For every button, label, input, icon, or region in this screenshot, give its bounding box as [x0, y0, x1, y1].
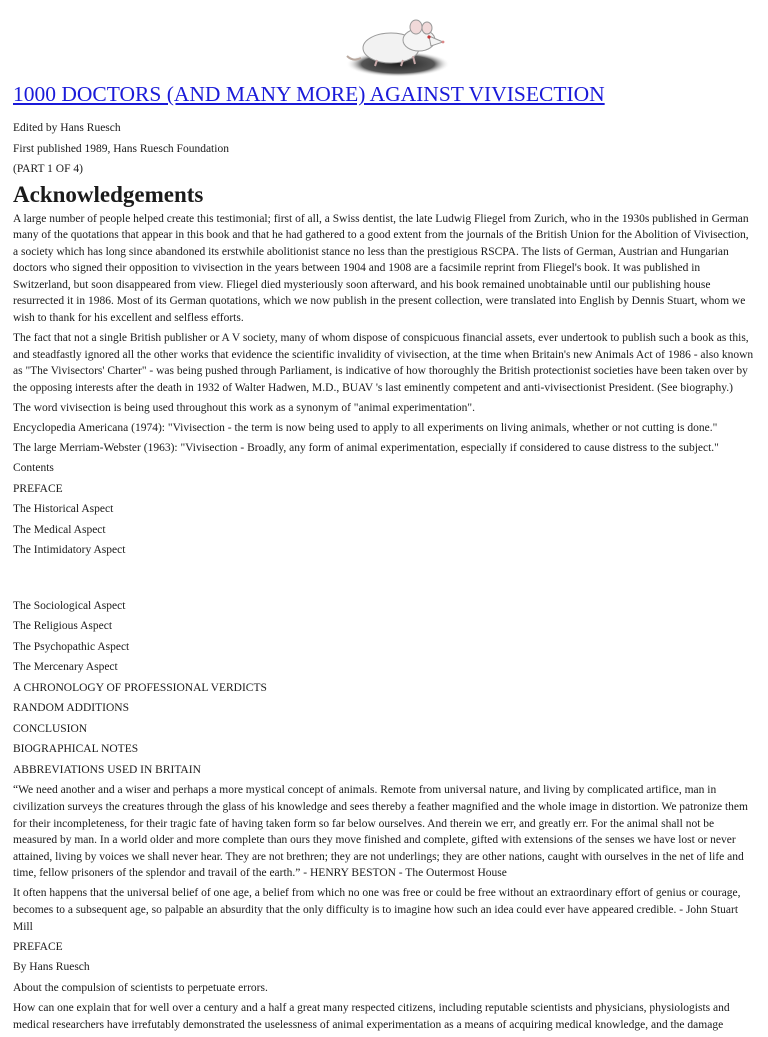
- page-break-gap: [13, 563, 755, 598]
- acknowledgements-heading: Acknowledgements: [13, 181, 204, 207]
- preface-label: PREFACE: [13, 940, 63, 953]
- publication-line: First published 1989, Hans Ruesch Foundation: [13, 142, 229, 155]
- encyclopedia-americana-quote: Encyclopedia Americana (1974): "Vivisection - the term is now being used to apply to all experiments on living animals, whether or not cutting is done.": [13, 422, 718, 435]
- contents-item: RANDOM ADDITIONS: [13, 702, 129, 715]
- contents-item: The Historical Aspect: [13, 503, 114, 516]
- acknowledgements-paragraph-1: A large number of people helped create this testimonial; first of all, a Swiss dentist, the late Ludwig Fliegel from Zurich, who in the 1930s published in German many of the quotations that appear in this book and that he had gathered to a good extent from the journals of the British Union for the Abolition of Vivisection, a society which has long since abandoned its erstwhile abolitionist stance no less than the prestigious RSCPA. The lists of German, Austrian and Hungarian doctors who signed their opposition to vivisection in the years between 1904 and 1908 are a facsimile reprint from Fliegel's book. It was published in Switzerland, but soon disappeared from view. Fliegel died mysteriously soon afterward, and his book remained unobtainable until our publishing house resurrected it in 1986. Most of its German quotations, which we now publish in the present collection, were translated into English by Dennis Stuart, whom we wish to thank for his excellent and selfless efforts.: [13, 212, 749, 325]
- edited-by-line: Edited by Hans Ruesch: [13, 122, 121, 134]
- white-rat-icon: [343, 12, 453, 80]
- contents-item: The Medical Aspect: [13, 523, 106, 536]
- contents-item: The Psychopathic Aspect: [13, 640, 130, 653]
- contents-item: CONCLUSION: [13, 722, 88, 735]
- preface-body: How can one explain that for well over a century and a half a great many respected citizens, including reputable scientists and physicians, physiologists and medical researchers have irrefutably demonstrated the uselessness of animal experimentation as a means of acquiring medical knowledge, and the damage: [13, 1002, 730, 1031]
- preface-author: By Hans Ruesch: [13, 961, 90, 974]
- document-body: [13, 120, 755, 1037]
- contents-item: A CHRONOLOGY OF PROFESSIONAL VERDICTS: [13, 681, 267, 694]
- contents-item: BIOGRAPHICAL NOTES: [13, 743, 139, 756]
- vivisection-definition: The word vivisection is being used throughout this work as a synonym of "animal experimentation".: [13, 402, 475, 415]
- merriam-webster-quote: The large Merriam-Webster (1963): "Vivisection - Broadly, any form of animal experimentation, especially if considered to cause distress to the subject.": [13, 442, 719, 455]
- contents-item: The Religious Aspect: [13, 620, 113, 633]
- beston-quote: “We need another and a wiser and perhaps a more mystical concept of animals. Remote from universal nature, and living by complicated artifice, man in civilization surveys the creatures through the glass of his knowledge and sees thereby a feather magnified and the whole image in distortion. We patronize them for their incompleteness, for their tragic fate of having taken form so far below ourselves. And therein we err, and greatly err. For the animal shall not be measured by man. In a world older and more complete than ours they move finished and complete, gifted with extensions of the senses we have lost or never attained, living by voices we shall never hear. They are not brethren; they are not underlings; they are other nations, caught with ourselves in the net of life and time, fellow prisoners of the splendor and travail of the earth.” - HENRY BESTON - The Outermost House: [13, 784, 748, 880]
- contents-item: ABBREVIATIONS USED IN BRITAIN: [13, 763, 201, 776]
- preface-intro: About the compulsion of scientists to perpetuate errors.: [13, 981, 268, 994]
- part-line: (PART 1 OF 4): [13, 163, 83, 175]
- contents-item: The Intimidatory Aspect: [13, 544, 126, 557]
- contents-item: The Mercenary Aspect: [13, 661, 118, 674]
- contents-item: The Sociological Aspect: [13, 599, 126, 612]
- contents-label: Contents: [13, 462, 54, 475]
- acknowledgements-paragraph-2: The fact that not a single British publisher or A V society, many of whom dispose of conspicuous financial assets, ever undertook to publish such a book as this, and steadfastly ignored all the other works that evidence the scientific invalidity of vivisection, at the time when Britain's new Animals Act of 1986 - also known as "The Vivisectors' Charter" - was being pushed through Parliament, is indicative of how thoroughly the British protectionist societies have been taken over by the opposing interests after the death in 1932 of Walter Hadwen, M.D., BUAV 's last eminently competent and anti-vivisectionist President. (See biography.): [13, 332, 754, 394]
- mill-quote: It often happens that the universal belief of one age, a belief from which no one was free or could be free without an extraordinary effort of genius or courage, becomes to a subsequent age, so palpable an absurdity that the only difficulty is to imagine how such an idea could ever have appeared credible. - John Stuart Mill: [13, 887, 741, 933]
- contents-item: PREFACE: [13, 482, 63, 495]
- document-title-link[interactable]: 1000 DOCTORS (AND MANY MORE) AGAINST VIVISECTION: [13, 82, 605, 106]
